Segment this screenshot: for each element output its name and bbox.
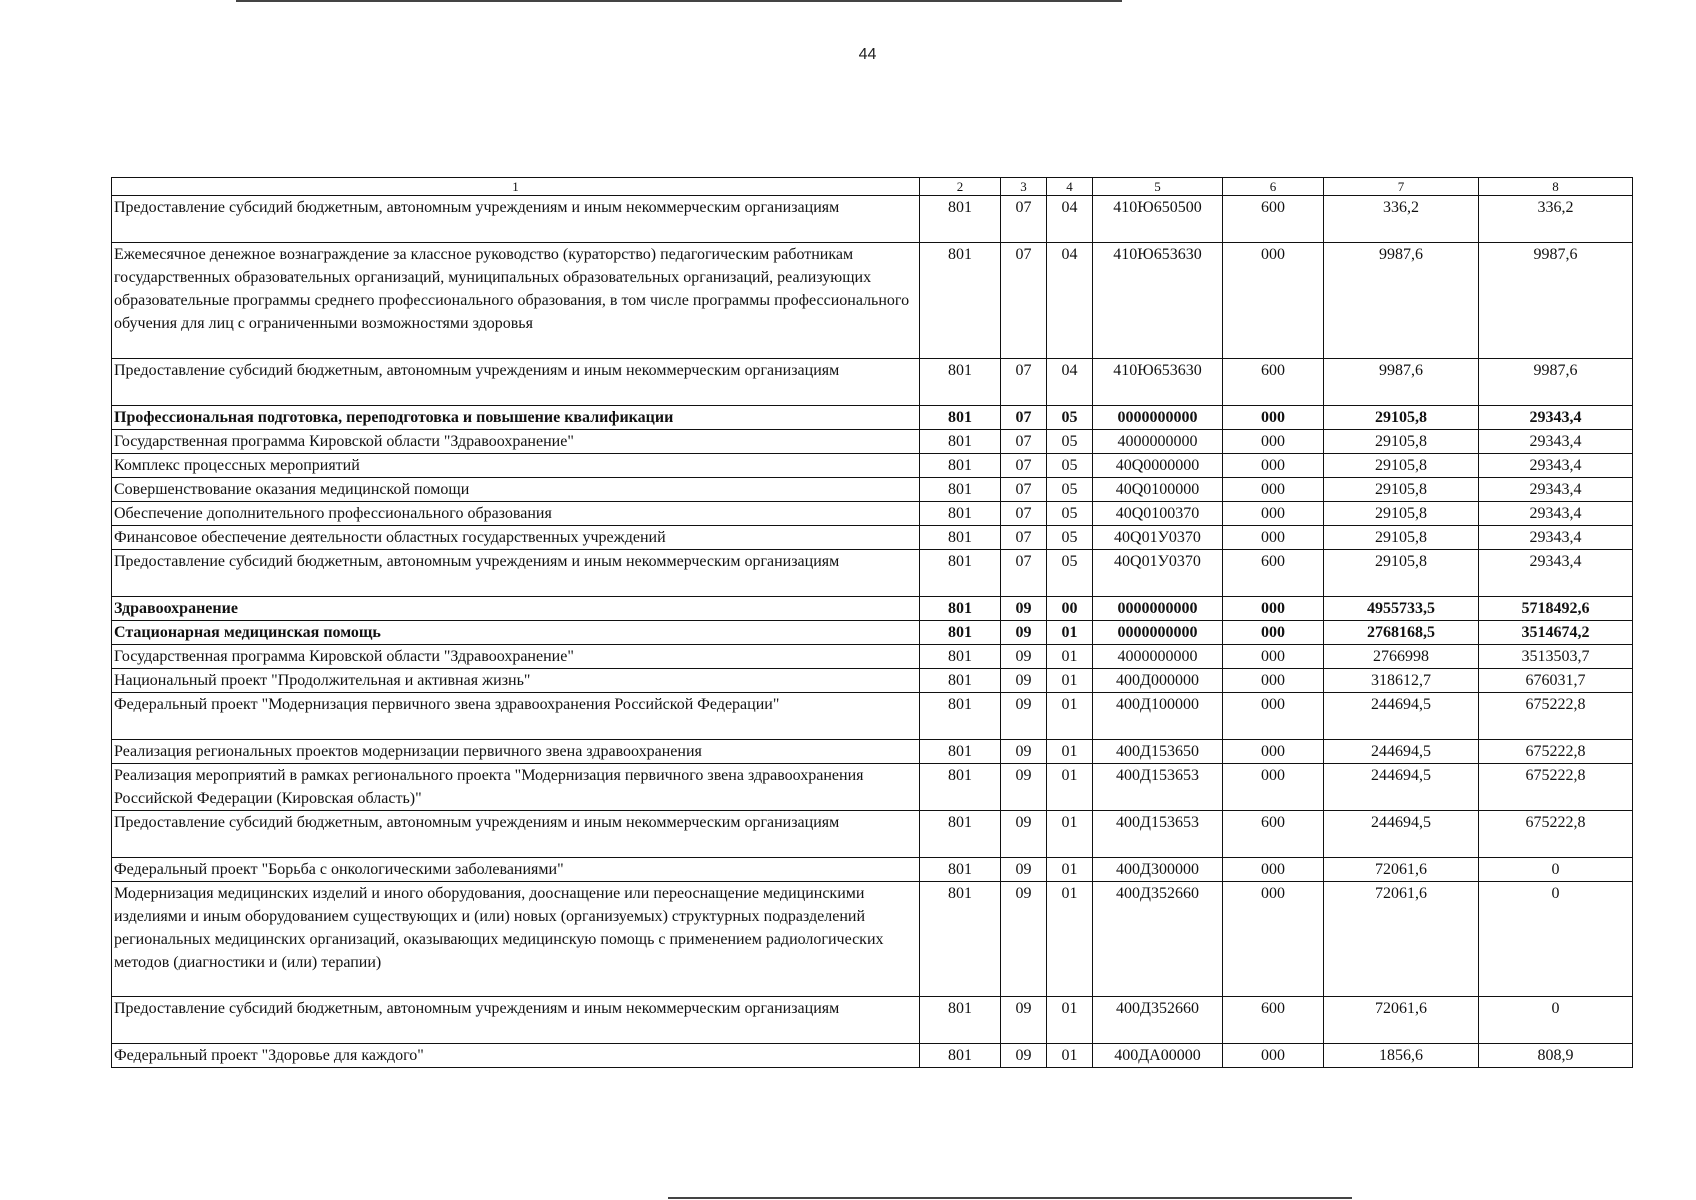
row-section-code: 09 <box>1001 997 1047 1044</box>
row-name: Стационарная медицинская помощь <box>112 621 920 645</box>
row-expense-type: 000 <box>1223 597 1324 621</box>
table-row <box>112 526 1633 550</box>
column-number: 1 <box>112 178 920 196</box>
row-amount-year-2: 9987,6 <box>1479 359 1633 406</box>
row-amount-year-1: 29105,8 <box>1324 550 1479 597</box>
row-name: Предоставление субсидий бюджетным, автономным учреждениям и иным некоммерческим организациям <box>112 811 920 858</box>
row-amount-year-2: 0 <box>1479 997 1633 1044</box>
row-amount-year-1: 2768168,5 <box>1324 621 1479 645</box>
row-grbs-code: 801 <box>920 243 1001 359</box>
row-name: Предоставление субсидий бюджетным, автономным учреждениям и иным некоммерческим организациям <box>112 550 920 597</box>
column-number: 5 <box>1093 178 1223 196</box>
table-body <box>112 178 1633 1068</box>
row-subsection-code: 01 <box>1047 811 1093 858</box>
row-amount-year-1: 29105,8 <box>1324 454 1479 478</box>
row-target-article: 400Д153653 <box>1093 811 1223 858</box>
table-row <box>112 1044 1633 1068</box>
table-row <box>112 811 1633 858</box>
column-number: 7 <box>1324 178 1479 196</box>
row-grbs-code: 801 <box>920 454 1001 478</box>
row-amount-year-1: 29105,8 <box>1324 502 1479 526</box>
row-amount-year-1: 72061,6 <box>1324 997 1479 1044</box>
row-name: Финансовое обеспечение деятельности областных государственных учреждений <box>112 526 920 550</box>
row-target-article: 400Д000000 <box>1093 669 1223 693</box>
row-name: Государственная программа Кировской области "Здравоохранение" <box>112 645 920 669</box>
row-amount-year-1: 29105,8 <box>1324 478 1479 502</box>
row-section-code: 09 <box>1001 693 1047 740</box>
row-section-code: 07 <box>1001 550 1047 597</box>
row-target-article: 40Q01У0370 <box>1093 526 1223 550</box>
row-amount-year-1: 336,2 <box>1324 196 1479 243</box>
row-amount-year-1: 318612,7 <box>1324 669 1479 693</box>
row-name: Национальный проект "Продолжительная и активная жизнь" <box>112 669 920 693</box>
row-name: Предоставление субсидий бюджетным, автономным учреждениям и иным некоммерческим организациям <box>112 359 920 406</box>
row-name: Реализация мероприятий в рамках регионального проекта "Модернизация первичного звена здравоохранения Российской Федерации (Кировская область)" <box>112 764 920 811</box>
row-subsection-code: 05 <box>1047 502 1093 526</box>
row-name: Государственная программа Кировской области "Здравоохранение" <box>112 430 920 454</box>
row-expense-type: 000 <box>1223 882 1324 997</box>
row-expense-type: 000 <box>1223 1044 1324 1068</box>
table-row <box>112 243 1633 359</box>
row-amount-year-2: 29343,4 <box>1479 406 1633 430</box>
row-grbs-code: 801 <box>920 550 1001 597</box>
row-amount-year-2: 29343,4 <box>1479 454 1633 478</box>
table-row <box>112 882 1633 997</box>
row-expense-type: 000 <box>1223 406 1324 430</box>
row-target-article: 400Д352660 <box>1093 882 1223 997</box>
row-subsection-code: 04 <box>1047 243 1093 359</box>
row-subsection-code: 01 <box>1047 669 1093 693</box>
row-target-article: 40Q0100370 <box>1093 502 1223 526</box>
row-amount-year-2: 0 <box>1479 882 1633 997</box>
column-number: 2 <box>920 178 1001 196</box>
row-amount-year-2: 675222,8 <box>1479 693 1633 740</box>
row-amount-year-2: 675222,8 <box>1479 740 1633 764</box>
row-subsection-code: 00 <box>1047 597 1093 621</box>
row-amount-year-2: 0 <box>1479 858 1633 882</box>
scan-line-top <box>236 0 1122 2</box>
row-expense-type: 600 <box>1223 550 1324 597</box>
table-row <box>112 597 1633 621</box>
row-expense-type: 000 <box>1223 740 1324 764</box>
row-subsection-code: 01 <box>1047 858 1093 882</box>
row-expense-type: 000 <box>1223 430 1324 454</box>
row-target-article: 40Q0100000 <box>1093 478 1223 502</box>
row-section-code: 09 <box>1001 858 1047 882</box>
row-section-code: 07 <box>1001 359 1047 406</box>
row-grbs-code: 801 <box>920 997 1001 1044</box>
row-section-code: 09 <box>1001 882 1047 997</box>
row-subsection-code: 05 <box>1047 526 1093 550</box>
row-section-code: 07 <box>1001 526 1047 550</box>
row-amount-year-1: 72061,6 <box>1324 882 1479 997</box>
row-grbs-code: 801 <box>920 406 1001 430</box>
row-expense-type: 000 <box>1223 858 1324 882</box>
row-grbs-code: 801 <box>920 669 1001 693</box>
column-number: 8 <box>1479 178 1633 196</box>
row-subsection-code: 01 <box>1047 764 1093 811</box>
row-expense-type: 600 <box>1223 359 1324 406</box>
row-section-code: 07 <box>1001 502 1047 526</box>
row-grbs-code: 801 <box>920 811 1001 858</box>
row-target-article: 400ДА00000 <box>1093 1044 1223 1068</box>
row-amount-year-1: 244694,5 <box>1324 693 1479 740</box>
row-amount-year-1: 244694,5 <box>1324 811 1479 858</box>
row-target-article: 4000000000 <box>1093 430 1223 454</box>
row-amount-year-2: 675222,8 <box>1479 764 1633 811</box>
row-name: Федеральный проект "Здоровье для каждого" <box>112 1044 920 1068</box>
row-section-code: 07 <box>1001 406 1047 430</box>
table-row <box>112 621 1633 645</box>
row-subsection-code: 01 <box>1047 1044 1093 1068</box>
row-section-code: 09 <box>1001 1044 1047 1068</box>
column-number: 6 <box>1223 178 1324 196</box>
column-number-row <box>112 178 1633 196</box>
row-grbs-code: 801 <box>920 526 1001 550</box>
table-row <box>112 359 1633 406</box>
row-amount-year-2: 29343,4 <box>1479 502 1633 526</box>
row-grbs-code: 801 <box>920 597 1001 621</box>
row-amount-year-2: 29343,4 <box>1479 478 1633 502</box>
scan-line-bottom <box>668 1197 1352 1199</box>
row-grbs-code: 801 <box>920 430 1001 454</box>
row-amount-year-1: 29105,8 <box>1324 406 1479 430</box>
table-row <box>112 406 1633 430</box>
row-subsection-code: 04 <box>1047 359 1093 406</box>
row-subsection-code: 05 <box>1047 478 1093 502</box>
row-subsection-code: 01 <box>1047 997 1093 1044</box>
row-expense-type: 000 <box>1223 478 1324 502</box>
row-expense-type: 000 <box>1223 502 1324 526</box>
row-target-article: 400Д352660 <box>1093 997 1223 1044</box>
row-grbs-code: 801 <box>920 882 1001 997</box>
row-subsection-code: 01 <box>1047 740 1093 764</box>
table-row <box>112 764 1633 811</box>
row-target-article: 410Ю653630 <box>1093 243 1223 359</box>
row-grbs-code: 801 <box>920 621 1001 645</box>
row-amount-year-2: 808,9 <box>1479 1044 1633 1068</box>
row-section-code: 09 <box>1001 645 1047 669</box>
table-row <box>112 693 1633 740</box>
row-expense-type: 000 <box>1223 669 1324 693</box>
row-amount-year-2: 676031,7 <box>1479 669 1633 693</box>
row-section-code: 09 <box>1001 740 1047 764</box>
row-section-code: 07 <box>1001 478 1047 502</box>
row-name: Предоставление субсидий бюджетным, автономным учреждениям и иным некоммерческим организациям <box>112 997 920 1044</box>
row-amount-year-1: 9987,6 <box>1324 359 1479 406</box>
row-amount-year-2: 3514674,2 <box>1479 621 1633 645</box>
row-grbs-code: 801 <box>920 858 1001 882</box>
row-grbs-code: 801 <box>920 1044 1001 1068</box>
table-row <box>112 740 1633 764</box>
row-name: Профессиональная подготовка, переподготовка и повышение квалификации <box>112 406 920 430</box>
row-name: Модернизация медицинских изделий и иного оборудования, дооснащение или переоснащение медицинскими изделиями и иным оборудованием существующих и (или) новых (организуемых) структурных подразделений региональных медицинских организаций, оказывающих медицинскую помощь с применением радиологических методов (диагностики и (или) терапии) <box>112 882 920 997</box>
row-amount-year-1: 29105,8 <box>1324 430 1479 454</box>
row-amount-year-1: 72061,6 <box>1324 858 1479 882</box>
row-expense-type: 600 <box>1223 811 1324 858</box>
row-target-article: 4000000000 <box>1093 645 1223 669</box>
column-number: 3 <box>1001 178 1047 196</box>
row-subsection-code: 05 <box>1047 550 1093 597</box>
row-amount-year-1: 4955733,5 <box>1324 597 1479 621</box>
row-name: Совершенствование оказания медицинской помощи <box>112 478 920 502</box>
row-subsection-code: 01 <box>1047 621 1093 645</box>
row-target-article: 400Д153650 <box>1093 740 1223 764</box>
table-row <box>112 478 1633 502</box>
row-amount-year-1: 244694,5 <box>1324 740 1479 764</box>
row-section-code: 09 <box>1001 669 1047 693</box>
budget-table <box>111 177 1633 1068</box>
table-row <box>112 669 1633 693</box>
row-amount-year-2: 675222,8 <box>1479 811 1633 858</box>
row-target-article: 40Q0000000 <box>1093 454 1223 478</box>
row-name: Обеспечение дополнительного профессионального образования <box>112 502 920 526</box>
row-expense-type: 000 <box>1223 454 1324 478</box>
row-grbs-code: 801 <box>920 693 1001 740</box>
row-target-article: 0000000000 <box>1093 597 1223 621</box>
row-subsection-code: 01 <box>1047 882 1093 997</box>
row-target-article: 410Ю653630 <box>1093 359 1223 406</box>
row-grbs-code: 801 <box>920 740 1001 764</box>
row-grbs-code: 801 <box>920 196 1001 243</box>
row-expense-type: 600 <box>1223 997 1324 1044</box>
row-target-article: 0000000000 <box>1093 406 1223 430</box>
column-number: 4 <box>1047 178 1093 196</box>
row-name: Ежемесячное денежное вознаграждение за классное руководство (кураторство) педагогическим работникам государственных образовательных организаций, муниципальных образовательных организаций, реализующих образовательные программы среднего профессионального образования, в том числе программы профессионального обучения для лиц с ограниченными возможностями здоровья <box>112 243 920 359</box>
row-amount-year-1: 244694,5 <box>1324 764 1479 811</box>
row-target-article: 40Q01У0370 <box>1093 550 1223 597</box>
row-name: Федеральный проект "Модернизация первичного звена здравоохранения Российской Федерации" <box>112 693 920 740</box>
row-expense-type: 000 <box>1223 243 1324 359</box>
row-amount-year-2: 3513503,7 <box>1479 645 1633 669</box>
table-row <box>112 502 1633 526</box>
table-row <box>112 454 1633 478</box>
row-subsection-code: 05 <box>1047 406 1093 430</box>
row-amount-year-1: 29105,8 <box>1324 526 1479 550</box>
row-subsection-code: 05 <box>1047 454 1093 478</box>
row-section-code: 07 <box>1001 196 1047 243</box>
row-subsection-code: 01 <box>1047 645 1093 669</box>
row-amount-year-2: 9987,6 <box>1479 243 1633 359</box>
row-amount-year-2: 336,2 <box>1479 196 1633 243</box>
table-row <box>112 858 1633 882</box>
row-expense-type: 600 <box>1223 196 1324 243</box>
row-expense-type: 000 <box>1223 526 1324 550</box>
row-section-code: 07 <box>1001 430 1047 454</box>
row-name: Реализация региональных проектов модернизации первичного звена здравоохранения <box>112 740 920 764</box>
row-target-article: 400Д100000 <box>1093 693 1223 740</box>
row-subsection-code: 01 <box>1047 693 1093 740</box>
row-name: Комплекс процессных мероприятий <box>112 454 920 478</box>
table-row <box>112 997 1633 1044</box>
row-section-code: 07 <box>1001 454 1047 478</box>
row-expense-type: 000 <box>1223 764 1324 811</box>
table-row <box>112 550 1633 597</box>
table-row <box>112 645 1633 669</box>
row-section-code: 09 <box>1001 597 1047 621</box>
row-amount-year-2: 29343,4 <box>1479 550 1633 597</box>
row-subsection-code: 05 <box>1047 430 1093 454</box>
row-amount-year-2: 29343,4 <box>1479 430 1633 454</box>
row-amount-year-2: 5718492,6 <box>1479 597 1633 621</box>
table-row <box>112 196 1633 243</box>
page-number: 44 <box>858 46 877 63</box>
table-row <box>112 430 1633 454</box>
row-grbs-code: 801 <box>920 502 1001 526</box>
row-grbs-code: 801 <box>920 359 1001 406</box>
row-expense-type: 000 <box>1223 693 1324 740</box>
row-name: Предоставление субсидий бюджетным, автономным учреждениям и иным некоммерческим организациям <box>112 196 920 243</box>
row-target-article: 0000000000 <box>1093 621 1223 645</box>
row-name: Федеральный проект "Борьба с онкологическими заболеваниями" <box>112 858 920 882</box>
row-amount-year-1: 9987,6 <box>1324 243 1479 359</box>
row-grbs-code: 801 <box>920 764 1001 811</box>
row-expense-type: 000 <box>1223 621 1324 645</box>
row-amount-year-2: 29343,4 <box>1479 526 1633 550</box>
row-section-code: 09 <box>1001 621 1047 645</box>
row-section-code: 09 <box>1001 811 1047 858</box>
row-amount-year-1: 1856,6 <box>1324 1044 1479 1068</box>
row-name: Здравоохранение <box>112 597 920 621</box>
row-grbs-code: 801 <box>920 645 1001 669</box>
row-section-code: 07 <box>1001 243 1047 359</box>
row-section-code: 09 <box>1001 764 1047 811</box>
row-target-article: 400Д153653 <box>1093 764 1223 811</box>
row-amount-year-1: 2766998 <box>1324 645 1479 669</box>
row-target-article: 400Д300000 <box>1093 858 1223 882</box>
row-target-article: 410Ю650500 <box>1093 196 1223 243</box>
row-expense-type: 000 <box>1223 645 1324 669</box>
row-grbs-code: 801 <box>920 478 1001 502</box>
row-subsection-code: 04 <box>1047 196 1093 243</box>
